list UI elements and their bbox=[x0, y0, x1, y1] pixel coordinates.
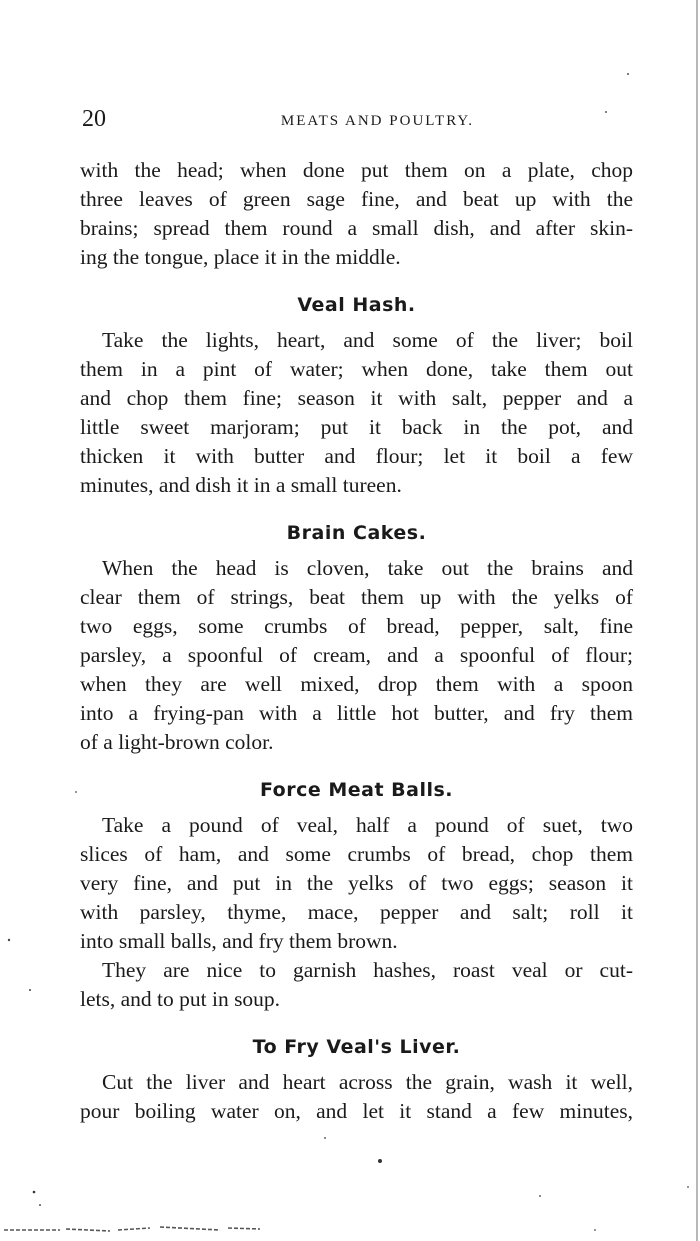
text-line: little sweet marjoram; put it back in the pot, and bbox=[80, 415, 633, 439]
text-line: thicken it with butter and flour; let it boil a few bbox=[80, 444, 633, 468]
text-line: clear them of strings, beat them up with the yelks of bbox=[80, 585, 633, 609]
speck bbox=[378, 1159, 382, 1163]
text-line: into a frying-pan with a little hot butter, and fry them bbox=[80, 701, 633, 725]
paragraph-veal-hash bbox=[80, 326, 633, 500]
paragraph-force-meat-balls bbox=[80, 811, 633, 956]
speck bbox=[627, 73, 629, 75]
speck bbox=[75, 791, 77, 793]
speck bbox=[539, 1195, 541, 1197]
text-line: minutes, and dish it in a small tureen. bbox=[80, 473, 402, 497]
paragraph-force-meat-balls-note bbox=[80, 956, 633, 1014]
text-line: lets, and to put in soup. bbox=[80, 987, 281, 1011]
text-line: Take a pound of veal, half a pound of suet, two bbox=[102, 813, 633, 837]
speck bbox=[29, 989, 31, 991]
text-line: They are nice to garnish hashes, roast veal or cut- bbox=[102, 958, 633, 982]
intro-paragraph bbox=[80, 156, 633, 272]
body-text bbox=[80, 156, 633, 1126]
text-line: brains; spread them round a small dish, and after skin- bbox=[80, 216, 633, 240]
text-line: slices of ham, and some crumbs of bread, chop them bbox=[80, 842, 633, 866]
section-heading-brain-cakes: Brain Cakes. bbox=[286, 522, 427, 544]
smudge-stroke bbox=[4, 1227, 260, 1231]
section-heading-force-meat-balls: Force Meat Balls. bbox=[259, 779, 454, 801]
text-line: with parsley, thyme, mace, pepper and salt; roll it bbox=[80, 900, 633, 924]
speck bbox=[39, 1204, 41, 1206]
section-heading-fry-veals-liver: To Fry Veal's Liver. bbox=[252, 1036, 461, 1058]
bottom-smudge bbox=[0, 1222, 320, 1234]
speck bbox=[594, 1229, 596, 1231]
text-line: when they are well mixed, drop them with a spoon bbox=[80, 672, 633, 696]
page-number: 20 bbox=[82, 106, 106, 132]
text-line: ing the tongue, place it in the middle. bbox=[80, 245, 401, 269]
text-line: them in a pint of water; when done, take them out bbox=[80, 357, 633, 381]
running-head: MEATS AND POULTRY. bbox=[280, 113, 475, 129]
paragraph-fry-veals-liver bbox=[80, 1068, 633, 1126]
speck bbox=[687, 1186, 689, 1188]
text-line: very fine, and put in the yelks of two eggs; season it bbox=[80, 871, 633, 895]
page-header bbox=[80, 104, 635, 134]
text-line: parsley, a spoonful of cream, and a spoonful of flour; bbox=[80, 643, 633, 667]
text-line: and chop them fine; season it with salt, pepper and a bbox=[80, 386, 633, 410]
text-line: Take the lights, heart, and some of the liver; boil bbox=[102, 328, 633, 352]
text-line: with the head; when done put them on a plate, chop bbox=[80, 158, 633, 182]
speck bbox=[33, 1191, 36, 1194]
speck bbox=[8, 939, 10, 941]
text-line: pour boiling water on, and let it stand a few minutes, bbox=[80, 1099, 633, 1123]
page-edge bbox=[696, 0, 698, 1241]
speck bbox=[324, 1137, 326, 1139]
section-heading-veal-hash: Veal Hash. bbox=[297, 294, 416, 316]
text-line: two eggs, some crumbs of bread, pepper, salt, fine bbox=[80, 614, 633, 638]
text-line: three leaves of green sage fine, and beat up with the bbox=[80, 187, 633, 211]
text-line: Cut the liver and heart across the grain, wash it well, bbox=[102, 1070, 633, 1094]
text-line: When the head is cloven, take out the brains and bbox=[102, 556, 633, 580]
paragraph-brain-cakes bbox=[80, 554, 633, 757]
text-line: of a light-brown color. bbox=[80, 730, 274, 754]
text-line: into small balls, and fry them brown. bbox=[80, 929, 398, 953]
